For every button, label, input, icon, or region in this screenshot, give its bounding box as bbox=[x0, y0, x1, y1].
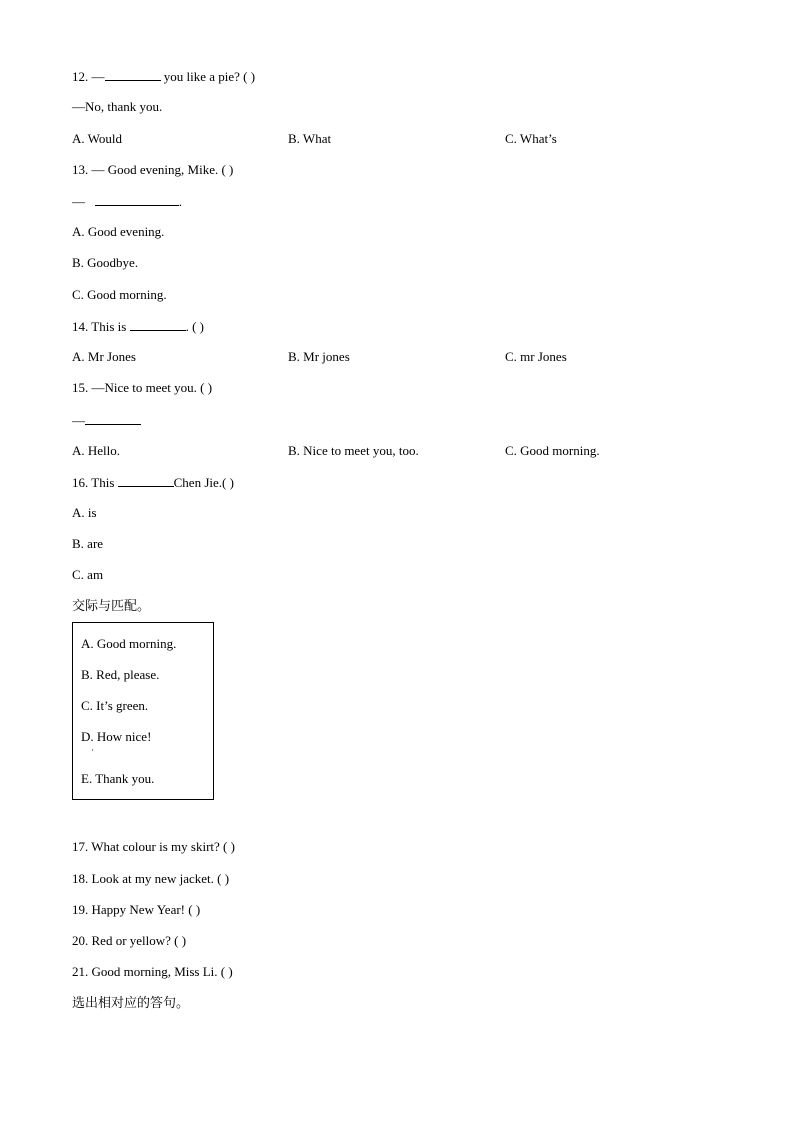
question-15-prompt: 15. —Nice to meet you. ( ) bbox=[72, 380, 213, 395]
question-12-number: 12. — bbox=[72, 69, 105, 84]
option-a: A. Mr Jones bbox=[72, 349, 136, 364]
dash: — bbox=[72, 413, 85, 428]
answer-blank[interactable] bbox=[130, 318, 186, 331]
section-heading: 选出相对应的答句。 bbox=[72, 996, 190, 1011]
answer-blank[interactable] bbox=[118, 474, 174, 487]
question-12-prompt bbox=[72, 68, 255, 85]
option-a: A. is bbox=[72, 505, 97, 520]
dash: — bbox=[72, 194, 85, 209]
question-19: 19. Happy New Year! ( ) bbox=[72, 902, 201, 917]
question-14-text: 14. This is bbox=[72, 319, 130, 334]
question-14-paren: . ( ) bbox=[185, 319, 204, 334]
option-a: A. Would bbox=[72, 131, 122, 146]
question-20: 20. Red or yellow? ( ) bbox=[72, 933, 187, 948]
question-13-reply bbox=[72, 193, 182, 210]
question-16-text: 16. This bbox=[72, 475, 118, 490]
question-12-reply: —No, thank you. bbox=[72, 99, 163, 114]
option-c: C. What’s bbox=[505, 131, 557, 146]
question-21: 21. Good morning, Miss Li. ( ) bbox=[72, 964, 233, 979]
choice-a: A. Good morning. bbox=[81, 636, 177, 651]
option-c: C. Good morning. bbox=[72, 287, 167, 302]
question-13-prompt: 13. — Good evening, Mike. ( ) bbox=[72, 162, 234, 177]
option-b: B. are bbox=[72, 536, 104, 551]
option-b: B. Mr jones bbox=[288, 349, 350, 364]
question-14-prompt bbox=[72, 318, 204, 335]
question-15-reply bbox=[72, 412, 141, 429]
choice-d: D. How nice! bbox=[81, 729, 152, 744]
answer-blank[interactable] bbox=[85, 412, 141, 425]
question-16-prompt bbox=[72, 474, 234, 491]
option-b: B. Goodbye. bbox=[72, 255, 139, 270]
choice-e: E. Thank you. bbox=[81, 771, 155, 786]
option-c: C. am bbox=[72, 567, 104, 582]
answer-blank[interactable] bbox=[105, 68, 161, 81]
stray-mark: · bbox=[91, 745, 94, 755]
matching-heading: 交际与匹配。 bbox=[72, 599, 151, 614]
question-16-text-end: Chen Jie.( ) bbox=[173, 475, 234, 490]
question-12-text: you like a pie? ( ) bbox=[160, 69, 256, 84]
question-18: 18. Look at my new jacket. ( ) bbox=[72, 871, 230, 886]
period: . bbox=[178, 194, 182, 209]
choice-c: C. It’s green. bbox=[81, 698, 149, 713]
option-c: C. mr Jones bbox=[505, 349, 567, 364]
option-a: A. Good evening. bbox=[72, 224, 165, 239]
option-b: B. Nice to meet you, too. bbox=[288, 443, 419, 458]
option-a: A. Hello. bbox=[72, 443, 121, 458]
option-b: B. What bbox=[288, 131, 332, 146]
choice-b: B. Red, please. bbox=[81, 667, 160, 682]
option-c: C. Good morning. bbox=[505, 443, 600, 458]
answer-blank[interactable] bbox=[95, 193, 179, 206]
question-17: 17. What colour is my skirt? ( ) bbox=[72, 839, 235, 854]
